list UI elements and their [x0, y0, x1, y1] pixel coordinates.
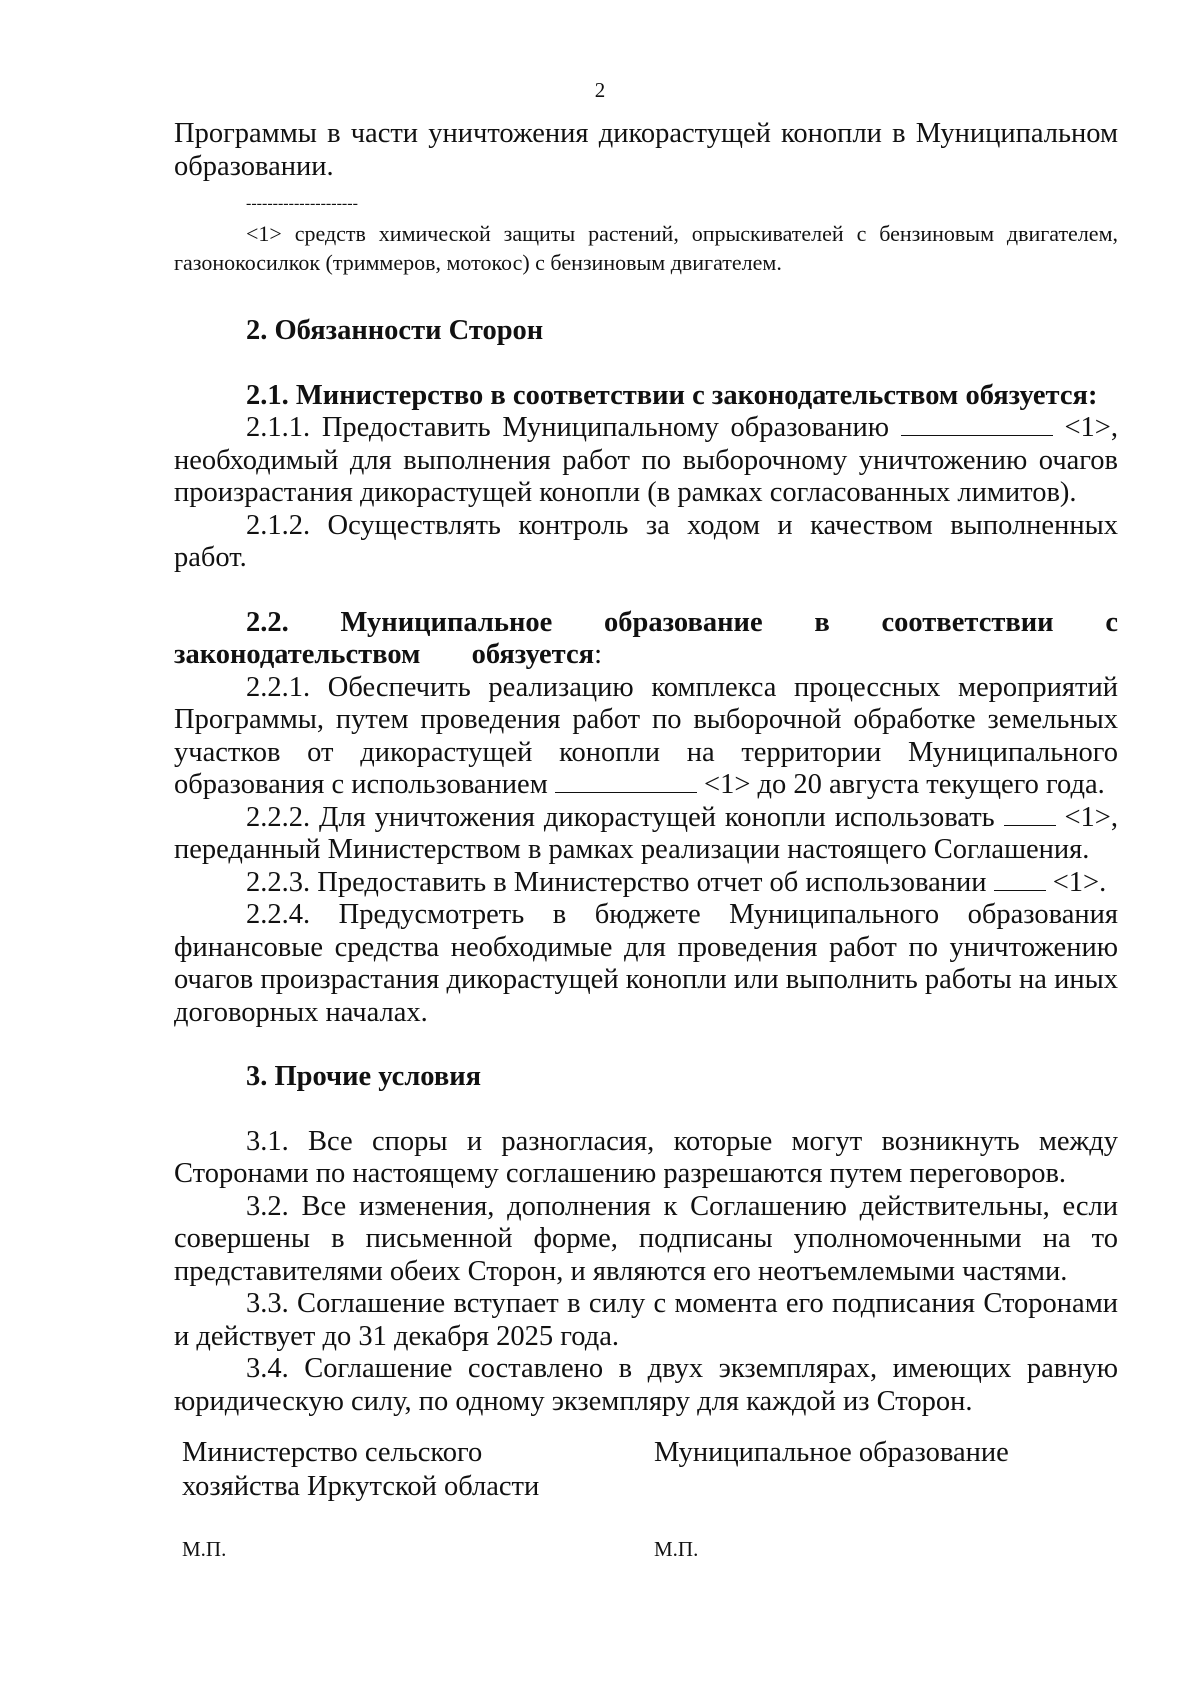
- right-stamp-place: М.П.: [654, 1537, 699, 1561]
- left-party-line-2: хозяйства Иркутской области: [182, 1471, 540, 1502]
- section-2-1-heading: 2.1. Министерство в соответствии с законодательством обязуется:: [246, 379, 1098, 411]
- signature-left-party: [182, 1436, 539, 1504]
- page-number: 2: [594, 78, 606, 102]
- clause-2-2-2-lead: 2.2.2. Для уничтожения дикорастущей конопли использовать: [246, 801, 995, 833]
- blank-field: [1004, 803, 1056, 826]
- clause-2-2-1-lead: 2.2.1. Обеспечить реализацию комплекса процессных мероприятий Программы, путем проведения работ по выборочной обработке земельных участков от дикорастущей конопли на территории Муниципального образования с использованием: [174, 671, 1118, 800]
- clause-2-2-1-rest: <1> до 20 августа текущего года.: [704, 769, 1105, 800]
- clause-2-2-2: [174, 802, 1118, 867]
- section-2-2-heading-colon: :: [594, 639, 603, 670]
- footnote-text: средств химической защиты растений, опрыскивателей с бензиновым двигателем, газонокосилкок (триммеров, мотокос) с бензиновым двигателем.: [174, 221, 1118, 275]
- section-2-2-heading: [174, 607, 1118, 672]
- blank-field: [555, 770, 697, 793]
- section-3-heading: 3. Прочие условия: [246, 1061, 482, 1092]
- clause-2-2-4: 2.2.4. Предусмотреть в бюджете Муниципального образования финансовые средства необходимые для проведения работ по уничтожению очагов произрастания дикорастущей конопли или выполнить работы на иных договорных началах.: [174, 899, 1118, 1028]
- clause-2-1-1-rest: необходимый для выполнения работ по выборочному уничтожению очагов произрастания дикорастущей конопли (в рамках согласованных лимитов).: [174, 444, 1118, 508]
- blank-field: [901, 413, 1053, 436]
- clause-2-1-1-lead: 2.1.1. Предоставить Муниципальному образованию: [246, 412, 890, 443]
- document-body: [174, 118, 1118, 1418]
- clause-3-2: 3.2. Все изменения, дополнения к Соглашению действительны, если совершены в письменной форме, подписаны уполномоченными на то представителями обеих Сторон, и являются его неотъемлемыми частями.: [174, 1190, 1118, 1287]
- signature-right-party: Муниципальное образование: [654, 1437, 1009, 1468]
- clause-2-2-3-lead: 2.2.3. Предоставить в Министерство отчет об использовании: [246, 866, 987, 898]
- left-stamp-place: М.П.: [182, 1537, 227, 1561]
- section-2-heading: 2. Обязанности Сторон: [246, 315, 544, 346]
- footnote-ref: <1>,: [1064, 412, 1119, 443]
- footnote-mark: <1>: [246, 221, 282, 246]
- clause-3-4: 3.4. Соглашение составлено в двух экземплярах, имеющих равную юридическую силу, по одному экземпляру для каждой из Сторон.: [174, 1353, 1118, 1417]
- footnote-ref: <1>.: [1052, 866, 1107, 898]
- intro-paragraph: Программы в части уничтожения дикорастущей конопли в Муниципальном образовании.: [174, 118, 1118, 182]
- clause-3-1: 3.1. Все споры и разногласия, которые могут возникнуть между Сторонами по настоящему соглашению разрешаются путем переговоров.: [174, 1125, 1118, 1189]
- clause-2-2-3: [174, 867, 1118, 900]
- footnote: [174, 219, 1118, 277]
- clause-2-2-2-rest: переданный Министерством в рамках реализации настоящего Соглашения.: [174, 834, 1090, 865]
- blank-field: [994, 868, 1046, 891]
- left-party-line-1: Министерство сельского: [182, 1437, 483, 1468]
- clause-3-3: 3.3. Соглашение вступает в силу с момента его подписания Сторонами и действует до 31 декабря 2025 года.: [174, 1288, 1118, 1352]
- clause-2-2-1: [174, 672, 1118, 802]
- clause-2-1-2: 2.1.2. Осуществлять контроль за ходом и качеством выполненных работ.: [174, 509, 1118, 573]
- clause-2-1-1: [174, 412, 1118, 510]
- footnote-separator: ---------------------: [246, 195, 358, 212]
- section-2-2-heading-text: 2.2. Муниципальное образование в соответствии с законодательством обязуется: [174, 606, 1118, 670]
- footnote-ref: <1>,: [1064, 801, 1118, 833]
